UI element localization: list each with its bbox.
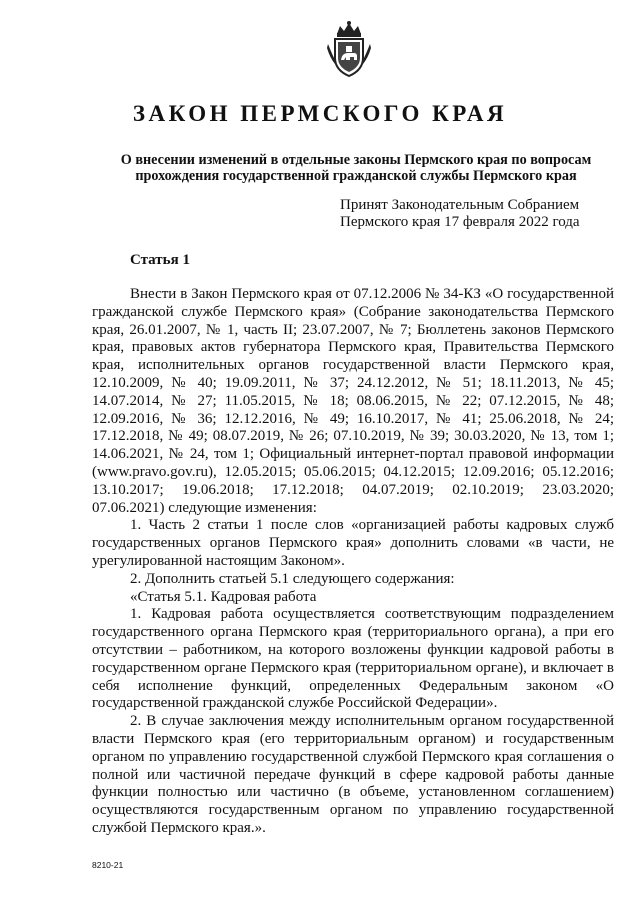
coat-of-arms-icon: [324, 20, 374, 78]
document-code: 8210-21: [92, 860, 124, 870]
paragraph-article-5-1-heading: «Статья 5.1. Кадровая работа: [130, 588, 317, 605]
law-subtitle: О внесении изменений в отдельные законы Пермского края по вопросам прохождения государственной гражданской службы Пермского края: [120, 152, 592, 184]
adoption-line-2: Пермского края 17 февраля 2022 года: [340, 214, 580, 230]
paragraph-item-2: 2. Дополнить статьей 5.1 следующего содержания:: [130, 570, 455, 587]
adoption-note: [340, 197, 580, 231]
article-heading: Статья 1: [130, 252, 190, 268]
adoption-line-1: Принят Законодательным Собранием: [340, 197, 580, 213]
paragraph-item-1: 1. Часть 2 статьи 1 после слов «организацией работы кадровых служб государственных органов Пермского края» дополнить словами «в части, не урегулированной настоящим Законом».: [92, 517, 614, 569]
paragraph-amendments-intro: Внести в Закон Пермского края от 07.12.2006 № 34-КЗ «О государственной гражданской службе Пермского края» (Собрание законодательства Пермского края, 26.01.2007, № 1, часть II; 23.07.2007, № 7; Бюллетень законов Пермского края, правовых актов губернатора Пермского края, Правительства Пермского края, исполнительных органов государственной власти Пермского края, 12.10.2009, № 40; 19.09.2011, № 37; 24.12.2012, № 51; 18.11.2013, № 45; 14.07.2014, № 27; 11.05.2015, № 18; 08.06.2015, № 22; 07.12.2015, № 48; 12.09.2016, № 36; 12.12.2016, № 49; 16.10.2017, № 41; 25.06.2018, № 24; 17.12.2018, № 49; 08.07.2019, № 26; 07.10.2019, № 39; 30.03.2020, № 13, том 1; 14.06.2021, № 24, том 1; Официальный интернет-портал правовой информации (www.pravo.gov.ru), 12.05.2015; 05.06.2015; 04.12.2015; 12.09.2016; 05.12.2016; 13.10.2017; 19.06.2018; 17.12.2018; 04.07.2019; 02.10.2019; 23.03.2020; 07.06.2021) следующие изменения:: [92, 286, 614, 516]
law-title: ЗАКОН ПЕРМСКОГО КРАЯ: [132, 101, 508, 126]
paragraph-article-5-1-part-2: 2. В случае заключения между исполнительным органом государственной власти Пермского края (его территориальным органом) и государственным органом по управлению государственной службой Пермского края соглашения о полной или частичной передаче функций в сфере кадровой работы данные функции полностью или частично (в объеме, установленном соглашением) осуществляются государственным органом по управлению государственной службой Пермского края.».: [92, 713, 614, 836]
paragraph-article-5-1-part-1: 1. Кадровая работа осуществляется соответствующим подразделением государственного органа Пермского края (территориального органа), а при его отсутствии – работником, на которого возложены функции кадровой работы в государственном органе Пермского края (территориальном органе), и включает в себя исполнение функций, определенных Федеральным законом «О государственной гражданской службе Российской Федерации».: [92, 606, 614, 712]
article-body: [92, 286, 614, 838]
